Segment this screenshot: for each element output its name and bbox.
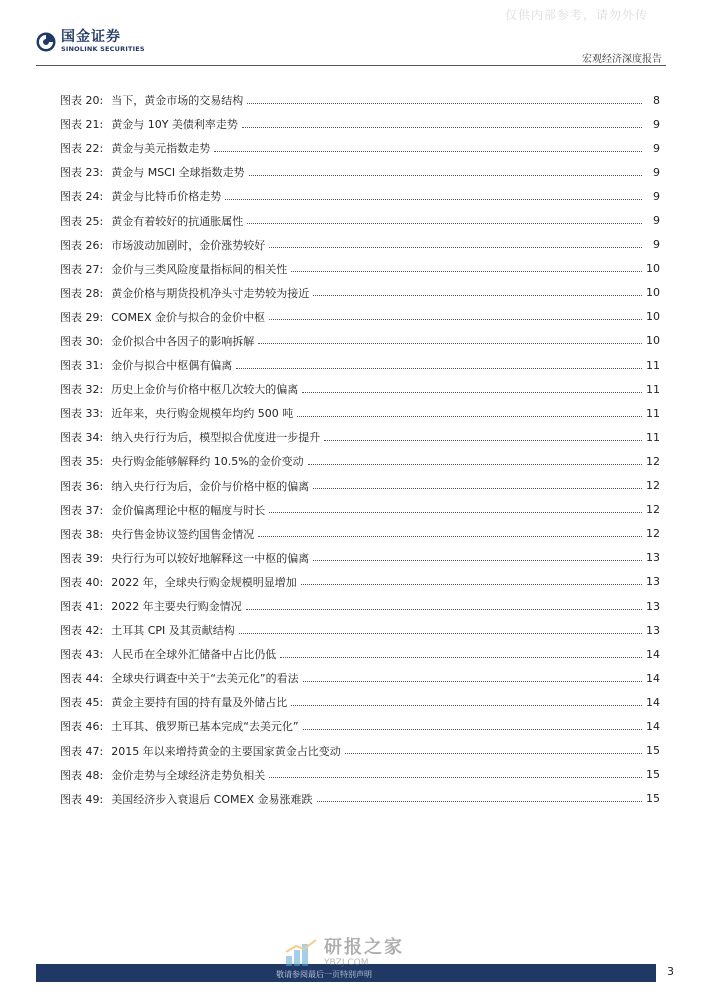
figure-page: 11 [646, 382, 660, 396]
figure-title[interactable]: 土耳其、俄罗斯已基本完成“去美元化” [111, 720, 299, 734]
toc-entry[interactable] [60, 522, 660, 546]
figure-page: 11 [646, 406, 660, 420]
dot-leader [302, 392, 642, 393]
figure-label: 图表 26: [60, 238, 104, 252]
dot-leader [317, 801, 642, 802]
figure-title[interactable]: 金价走势与全球经济走势负相关 [111, 768, 266, 782]
toc-entry[interactable] [60, 642, 660, 666]
figure-label: 图表 45: [60, 696, 104, 710]
figure-page: 15 [646, 768, 660, 782]
watermark-name: 研报之家 [324, 937, 404, 958]
figure-title[interactable]: 金价偏离理论中枢的幅度与时长 [111, 503, 266, 517]
figure-title[interactable]: 黄金有着较好的抗通胀属性 [111, 214, 244, 228]
figure-title[interactable]: 纳入央行行为后，金价与价格中枢的偏离 [111, 479, 310, 493]
figure-label: 图表 31: [60, 359, 104, 373]
dot-leader [269, 319, 642, 320]
figure-title[interactable]: 央行购金能够解释约 10.5%的金价变动 [111, 455, 304, 469]
figure-label: 图表 27: [60, 262, 104, 276]
toc-entry[interactable] [60, 763, 660, 787]
toc-entry[interactable] [60, 449, 660, 473]
figure-label: 图表 25: [60, 214, 104, 228]
figure-label: 图表 48: [60, 768, 104, 782]
figure-title[interactable]: 美国经济步入衰退后 COMEX 金易涨难跌 [111, 792, 313, 806]
figure-title[interactable]: 黄金与 10Y 美债利率走势 [111, 118, 238, 132]
figure-page: 14 [646, 647, 660, 661]
sinolink-logo-icon [36, 32, 56, 52]
figure-label: 图表 29: [60, 310, 104, 324]
figure-page: 11 [646, 358, 660, 372]
figure-label: 图表 42: [60, 624, 104, 638]
figure-page: 9 [653, 214, 660, 228]
figure-title[interactable]: 历史上金价与价格中枢几次较大的偏离 [111, 383, 299, 397]
figure-label: 图表 21: [60, 118, 104, 132]
figure-page: 10 [646, 286, 660, 300]
figure-title[interactable]: 黄金主要持有国的持有量及外储占比 [111, 696, 288, 710]
toc-entry[interactable] [60, 112, 660, 136]
toc-entry[interactable] [60, 233, 660, 257]
logo-name-cn: 国金证券 [61, 29, 121, 45]
dot-leader [242, 127, 642, 128]
company-logo [36, 30, 145, 53]
figure-title[interactable]: 黄金与美元指数走势 [111, 142, 211, 156]
toc-entry[interactable] [60, 281, 660, 305]
footer-disclaimer[interactable]: 敬请参阅最后一页特别声明 [276, 970, 372, 979]
figure-page: 9 [653, 165, 660, 179]
dot-leader [269, 777, 642, 778]
dot-leader [225, 199, 642, 200]
figure-page: 9 [653, 238, 660, 252]
figure-page: 14 [646, 695, 660, 709]
dot-leader [313, 560, 642, 561]
figure-title[interactable]: 央行行为可以较好地解释这一中枢的偏离 [111, 551, 310, 565]
top-watermark: 仅供内部参考，请勿外传 [504, 8, 648, 22]
figure-title[interactable]: 市场波动加剧时，金价涨势较好 [111, 238, 266, 252]
page-number: 3 [667, 965, 674, 978]
figure-title[interactable]: 当下，黄金市场的交易结构 [111, 94, 244, 108]
figure-title[interactable]: 黄金与 MSCI 全球指数走势 [111, 166, 245, 180]
dot-leader [324, 440, 642, 441]
dot-leader [303, 681, 642, 682]
figure-page: 12 [646, 527, 660, 541]
dot-leader [246, 609, 642, 610]
figure-title[interactable]: 人民币在全球外汇储备中占比仍低 [111, 648, 277, 662]
figure-label: 图表 43: [60, 648, 104, 662]
dot-leader [297, 416, 642, 417]
dot-leader [239, 633, 642, 634]
dot-leader [291, 705, 642, 706]
toc-entry[interactable] [60, 666, 660, 690]
figure-label: 图表 22: [60, 142, 104, 156]
figure-page: 12 [646, 503, 660, 517]
figure-title[interactable]: 近年来，央行购金规模年均约 500 吨 [111, 407, 294, 421]
toc-entry[interactable] [60, 474, 660, 498]
figure-page: 10 [646, 262, 660, 276]
figure-label: 图表 38: [60, 527, 104, 541]
toc-entry[interactable] [60, 498, 660, 522]
figure-label: 图表 47: [60, 744, 104, 758]
logo-name-en: SINOLINK SECURITIES [61, 45, 145, 53]
toc-entry[interactable] [60, 714, 660, 738]
figure-title[interactable]: 金价与拟合中枢偶有偏离 [111, 359, 233, 373]
figure-label: 图表 39: [60, 551, 104, 565]
dot-leader [308, 464, 642, 465]
figure-page: 8 [653, 93, 660, 107]
figure-page: 13 [646, 575, 660, 589]
dot-leader [247, 223, 642, 224]
figure-title[interactable]: 纳入央行行为后，模型拟合优度进一步提升 [111, 431, 321, 445]
toc-entry[interactable] [60, 739, 660, 763]
toc-entry[interactable] [60, 377, 660, 401]
figure-page: 9 [653, 117, 660, 131]
figure-page: 15 [646, 744, 660, 758]
dot-leader [303, 729, 642, 730]
figure-title[interactable]: 2022 年主要央行购金情况 [111, 600, 242, 614]
figure-label: 图表 34: [60, 431, 104, 445]
figure-label: 图表 20: [60, 94, 104, 108]
figure-label: 图表 30: [60, 334, 104, 348]
dot-leader [269, 512, 642, 513]
figure-title[interactable]: 全球央行调查中关于“去美元化”的看法 [111, 672, 299, 686]
dot-leader [345, 753, 642, 754]
figure-label: 图表 23: [60, 166, 104, 180]
toc-entry[interactable] [60, 184, 660, 208]
bar-chart-icon [284, 938, 320, 968]
header-divider [36, 65, 666, 66]
figure-label: 图表 49: [60, 792, 104, 806]
toc-entry[interactable] [60, 257, 660, 281]
dot-leader [269, 247, 642, 248]
figure-label: 图表 28: [60, 286, 104, 300]
dot-leader [247, 103, 642, 104]
dot-leader [258, 536, 642, 537]
toc-entry[interactable] [60, 329, 660, 353]
figure-page: 12 [646, 479, 660, 493]
figure-label: 图表 24: [60, 190, 104, 204]
dot-leader [291, 271, 642, 272]
figure-title[interactable]: 金价与三类风险度量指标间的相关性 [111, 262, 288, 276]
toc-entry[interactable] [60, 690, 660, 714]
figure-title[interactable]: 金价拟合中各因子的影响拆解 [111, 334, 255, 348]
figure-label: 图表 35: [60, 455, 104, 469]
toc-entry[interactable] [60, 546, 660, 570]
figure-title[interactable]: 土耳其 CPI 及其贡献结构 [111, 624, 235, 638]
figure-label: 图表 40: [60, 575, 104, 589]
dot-leader [313, 295, 642, 296]
figure-page: 9 [653, 189, 660, 203]
figure-page: 13 [646, 623, 660, 637]
toc-entry[interactable] [60, 136, 660, 160]
figure-title[interactable]: 黄金与比特币价格走势 [111, 190, 222, 204]
figure-page: 14 [646, 671, 660, 685]
figure-list [60, 88, 660, 811]
dot-leader [301, 584, 642, 585]
dot-leader [236, 368, 642, 369]
toc-entry[interactable] [60, 160, 660, 184]
figure-page: 12 [646, 454, 660, 468]
figure-label: 图表 36: [60, 479, 104, 493]
figure-page: 13 [646, 599, 660, 613]
figure-title[interactable]: COMEX 金价与拟合的金价中枢 [111, 310, 266, 324]
figure-title[interactable]: 黄金价格与期货投机净头寸走势较为接近 [111, 286, 310, 300]
dot-leader [214, 151, 642, 152]
figure-page: 9 [653, 141, 660, 155]
watermark-url: YBZJ.COM [324, 958, 369, 968]
site-watermark [284, 938, 404, 968]
toc-entry[interactable] [60, 353, 660, 377]
figure-label: 图表 37: [60, 503, 104, 517]
toc-entry[interactable] [60, 787, 660, 811]
toc-entry[interactable] [60, 618, 660, 642]
figure-page: 13 [646, 551, 660, 565]
toc-entry[interactable] [60, 401, 660, 425]
dot-leader [258, 343, 642, 344]
toc-entry[interactable] [60, 425, 660, 449]
toc-entry[interactable] [60, 208, 660, 232]
figure-label: 图表 33: [60, 407, 104, 421]
figure-page: 14 [646, 719, 660, 733]
dot-leader [249, 175, 642, 176]
toc-entry[interactable] [60, 594, 660, 618]
figure-label: 图表 44: [60, 672, 104, 686]
figure-page: 11 [646, 430, 660, 444]
figure-page: 15 [646, 792, 660, 806]
toc-entry[interactable] [60, 88, 660, 112]
figure-page: 10 [646, 334, 660, 348]
toc-entry[interactable] [60, 305, 660, 329]
toc-entry[interactable] [60, 570, 660, 594]
figure-page: 10 [646, 310, 660, 324]
figure-label: 图表 41: [60, 600, 104, 614]
figure-label: 图表 32: [60, 383, 104, 397]
dot-leader [280, 657, 642, 658]
figure-title[interactable]: 2015 年以来增持黄金的主要国家黄金占比变动 [111, 744, 341, 758]
dot-leader [313, 488, 642, 489]
figure-title[interactable]: 2022 年，全球央行购金规模明显增加 [111, 575, 297, 589]
figure-label: 图表 46: [60, 720, 104, 734]
figure-title[interactable]: 央行售金协议签约国售金情况 [111, 527, 255, 541]
report-type: 宏观经济深度报告 [582, 54, 662, 65]
